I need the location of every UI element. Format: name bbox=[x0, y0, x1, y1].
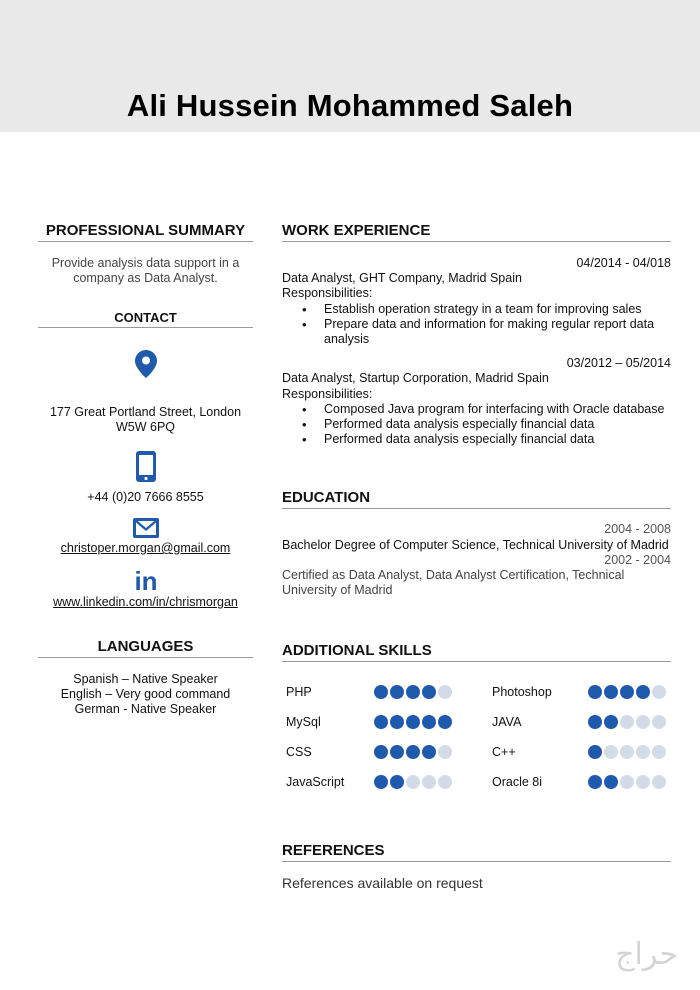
skill-dot bbox=[652, 745, 666, 759]
skill-dot bbox=[422, 685, 436, 699]
candidate-name: Ali Hussein Mohammed Saleh bbox=[126, 88, 574, 123]
work-heading: WORK EXPERIENCE bbox=[282, 222, 671, 242]
education-text: Certified as Data Analyst, Data Analyst Certification, Technical University of Madrid bbox=[282, 568, 625, 598]
job-date: 03/2012 – 05/2014 bbox=[566, 356, 671, 371]
job-resp-item: • Composed Java program for interfacing with Oracle database bbox=[302, 402, 671, 417]
education-date: 2002 - 2004 bbox=[604, 552, 671, 567]
skill-dot bbox=[620, 685, 634, 699]
linkedin-logo-text: in bbox=[133, 568, 158, 592]
language-item: German - Native Speaker bbox=[74, 702, 217, 716]
skill-name: CSS bbox=[286, 745, 312, 760]
skill-dot bbox=[422, 775, 436, 789]
job-role: Data Analyst, GHT Company, Madrid Spain bbox=[282, 271, 522, 286]
skill-dot bbox=[422, 715, 436, 729]
job-resp-item: • Establish operation strategy in a team for improving sales bbox=[302, 302, 671, 317]
skill-dot bbox=[604, 715, 618, 729]
job-role: Data Analyst, Startup Corporation, Madrid Spain bbox=[282, 371, 549, 386]
skill-dot bbox=[636, 685, 650, 699]
linkedin-link[interactable]: www.linkedin.com/in/chrismorgan bbox=[53, 595, 238, 609]
references-heading: REFERENCES bbox=[282, 842, 671, 862]
skill-rating bbox=[374, 774, 492, 790]
job-resp-item: • Prepare data and information for making regular report data analysis bbox=[302, 317, 671, 347]
skills-grid bbox=[282, 684, 671, 790]
linkedin-icon bbox=[38, 568, 253, 592]
skill-name: Photoshop bbox=[492, 685, 552, 700]
skill-dot bbox=[422, 745, 436, 759]
skill-dot bbox=[652, 775, 666, 789]
skill-dot bbox=[604, 775, 618, 789]
skill-dot bbox=[438, 745, 452, 759]
right-column bbox=[282, 222, 671, 892]
languages-list bbox=[38, 672, 253, 717]
skill-dot bbox=[588, 775, 602, 789]
skill-dot bbox=[588, 685, 602, 699]
skill-dot bbox=[390, 745, 404, 759]
education-text: Bachelor Degree of Computer Science, Technical University of Madrid bbox=[282, 537, 669, 552]
education-heading: EDUCATION bbox=[282, 489, 671, 509]
skill-dot bbox=[620, 715, 634, 729]
skill-rating bbox=[374, 744, 492, 760]
skill-dot bbox=[438, 775, 452, 789]
job-resp-list bbox=[282, 302, 671, 348]
job-date: 04/2014 - 04/018 bbox=[576, 256, 671, 270]
languages-heading: LANGUAGES bbox=[38, 638, 253, 658]
language-item: Spanish – Native Speaker bbox=[73, 672, 218, 686]
skill-dot bbox=[636, 715, 650, 729]
contact-heading: CONTACT bbox=[38, 310, 253, 328]
skill-dot bbox=[620, 775, 634, 789]
skill-dot bbox=[390, 685, 404, 699]
skill-dot bbox=[636, 775, 650, 789]
skill-rating bbox=[588, 744, 678, 760]
job-resp-item: • Performed data analysis especially financial data bbox=[302, 417, 671, 432]
skill-dot bbox=[406, 685, 420, 699]
job-entry bbox=[282, 356, 671, 447]
skill-name: JAVA bbox=[492, 715, 522, 730]
skill-dot bbox=[438, 715, 452, 729]
education-date: 2004 - 2008 bbox=[604, 522, 671, 537]
location-pin-icon bbox=[38, 350, 253, 378]
email-link[interactable]: christoper.morgan@gmail.com bbox=[60, 541, 231, 555]
skill-rating bbox=[588, 774, 678, 790]
skill-dot bbox=[652, 685, 666, 699]
left-column bbox=[38, 222, 253, 717]
skill-dot bbox=[438, 685, 452, 699]
summary-heading: PROFESSIONAL SUMMARY bbox=[38, 222, 253, 242]
job-entry bbox=[282, 256, 671, 347]
skill-dot bbox=[636, 745, 650, 759]
skill-dot bbox=[406, 775, 420, 789]
skill-name: MySql bbox=[286, 715, 321, 730]
job-resp-label: Responsibilities: bbox=[282, 386, 373, 401]
skill-rating bbox=[374, 684, 492, 700]
skill-dot bbox=[588, 715, 602, 729]
skills-heading: ADDITIONAL SKILLS bbox=[282, 642, 671, 662]
skill-dot bbox=[374, 685, 388, 699]
phone-icon bbox=[38, 450, 253, 483]
skill-dot bbox=[406, 745, 420, 759]
skill-dot bbox=[604, 685, 618, 699]
email-icon bbox=[38, 517, 253, 539]
watermark-text: حراج bbox=[615, 937, 678, 972]
skill-dot bbox=[374, 775, 388, 789]
skill-name: Oracle 8i bbox=[492, 775, 543, 790]
references-text: References available on request bbox=[282, 875, 483, 892]
skill-dot bbox=[604, 745, 618, 759]
job-resp-list bbox=[282, 402, 671, 448]
address-text: 177 Great Portland Street, London W5W 6PQ bbox=[49, 405, 242, 434]
language-item: English – Very good command bbox=[60, 687, 231, 701]
skill-name: JavaScript bbox=[286, 775, 345, 790]
skill-dot bbox=[620, 745, 634, 759]
skill-rating bbox=[374, 714, 492, 730]
job-resp-label: Responsibilities: bbox=[282, 286, 373, 301]
skill-dot bbox=[374, 745, 388, 759]
education-list bbox=[282, 522, 671, 598]
skill-dot bbox=[406, 715, 420, 729]
phone-text: +44 (0)20 7666 8555 bbox=[87, 490, 204, 504]
skill-name: PHP bbox=[286, 685, 312, 700]
summary-text: Provide analysis data support in a company as Data Analyst. bbox=[51, 256, 240, 285]
skill-dot bbox=[390, 715, 404, 729]
skill-rating bbox=[588, 714, 678, 730]
skill-rating bbox=[588, 684, 678, 700]
skill-dot bbox=[374, 715, 388, 729]
job-resp-item: • Performed data analysis especially financial data bbox=[302, 432, 671, 447]
skill-dot bbox=[390, 775, 404, 789]
skill-name: C++ bbox=[492, 745, 516, 760]
skill-dot bbox=[588, 745, 602, 759]
skill-dot bbox=[652, 715, 666, 729]
